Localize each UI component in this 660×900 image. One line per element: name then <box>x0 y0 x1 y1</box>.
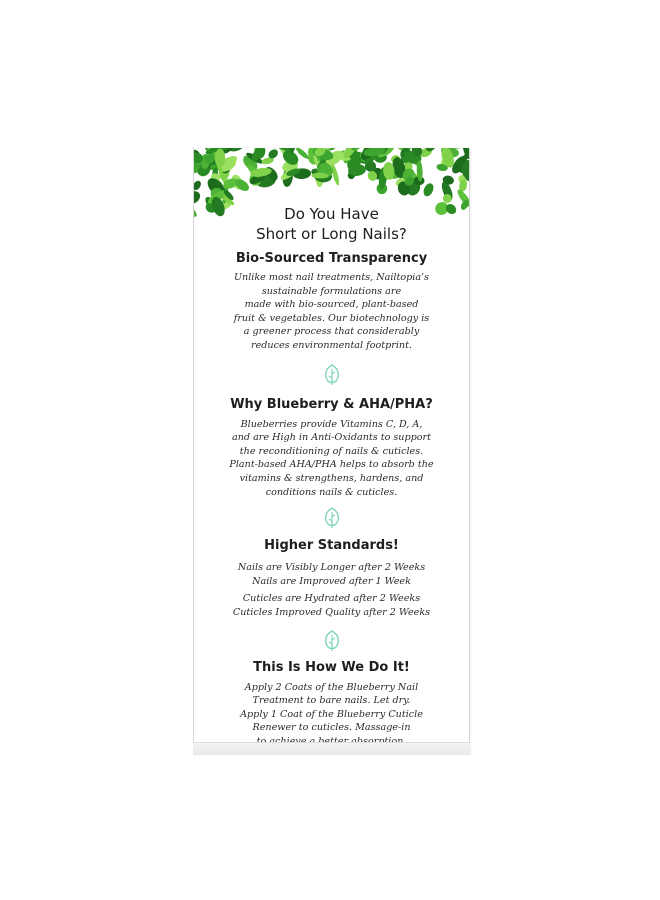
text-line: fruit & vegetables. Our biotechnology is <box>233 312 430 324</box>
text-line: conditions nails & cuticles. <box>265 486 398 498</box>
section-title-how-we-do-it: This Is How We Do It! <box>253 659 410 675</box>
headline <box>194 204 469 244</box>
section-text-higher-standards <box>194 561 469 619</box>
box-bottom-flap <box>193 742 470 755</box>
section-title-higher-standards: Higher Standards! <box>264 538 399 554</box>
text-line: Nails are Visibly Longer after 2 Weeks <box>237 562 426 574</box>
text-line: Cuticles are Hydrated after 2 Weeks <box>242 593 421 605</box>
section-title-bio-sourced: Bio-Sourced Transparency <box>235 251 428 266</box>
section-text-why-blueberry <box>194 418 469 500</box>
panel-content <box>194 204 469 748</box>
product-box-side-panel <box>193 148 470 754</box>
headline-line-2: Short or Long Nails? <box>256 225 407 243</box>
text-line: Unlike most nail treatments, Nailtopia’s <box>233 272 430 283</box>
text-line: Cuticles Improved Quality after 2 Weeks <box>232 606 431 618</box>
foliage-leaf <box>215 149 225 168</box>
text-line: Apply 1 Coat of the Blueberry Cuticle <box>240 708 423 720</box>
text-line: Apply 2 Coats of the Blueberry Nail <box>244 681 419 693</box>
text-line: a greener process that considerably <box>243 326 420 338</box>
text-line: the reconditioning of nails & cuticles. <box>239 445 424 457</box>
leaf-icon <box>323 364 341 386</box>
text-line: Plant-based AHA/PHA helps to absorb the <box>229 459 434 471</box>
text-line: reduces environmental footprint. <box>251 339 412 351</box>
text-line: and are High in Anti-Oxidants to support <box>232 432 431 444</box>
section-title-why-blueberry: Why Blueberry & AHA/PHA? <box>230 396 433 412</box>
section-text-bio-sourced <box>194 271 469 353</box>
section-text-how-we-do-it <box>194 681 469 749</box>
text-line: Renewer to cuticles. Massage-in <box>252 722 411 734</box>
text-line: Nails are Improved after 1 Week <box>252 575 411 587</box>
text-line: Treatment to bare nails. Let dry. <box>252 695 411 707</box>
text-line: sustainable formulations are <box>261 285 402 297</box>
headline-line-1: Do You Have <box>284 205 379 223</box>
text-line: vitamins & strengthens, hardens, and <box>239 472 424 484</box>
leaf-icon <box>323 630 341 652</box>
text-line: made with bio-sourced, plant-based <box>244 299 419 311</box>
leaf-icon <box>323 507 341 529</box>
text-line: Blueberries provide Vitamins C, D, A, <box>240 418 423 430</box>
